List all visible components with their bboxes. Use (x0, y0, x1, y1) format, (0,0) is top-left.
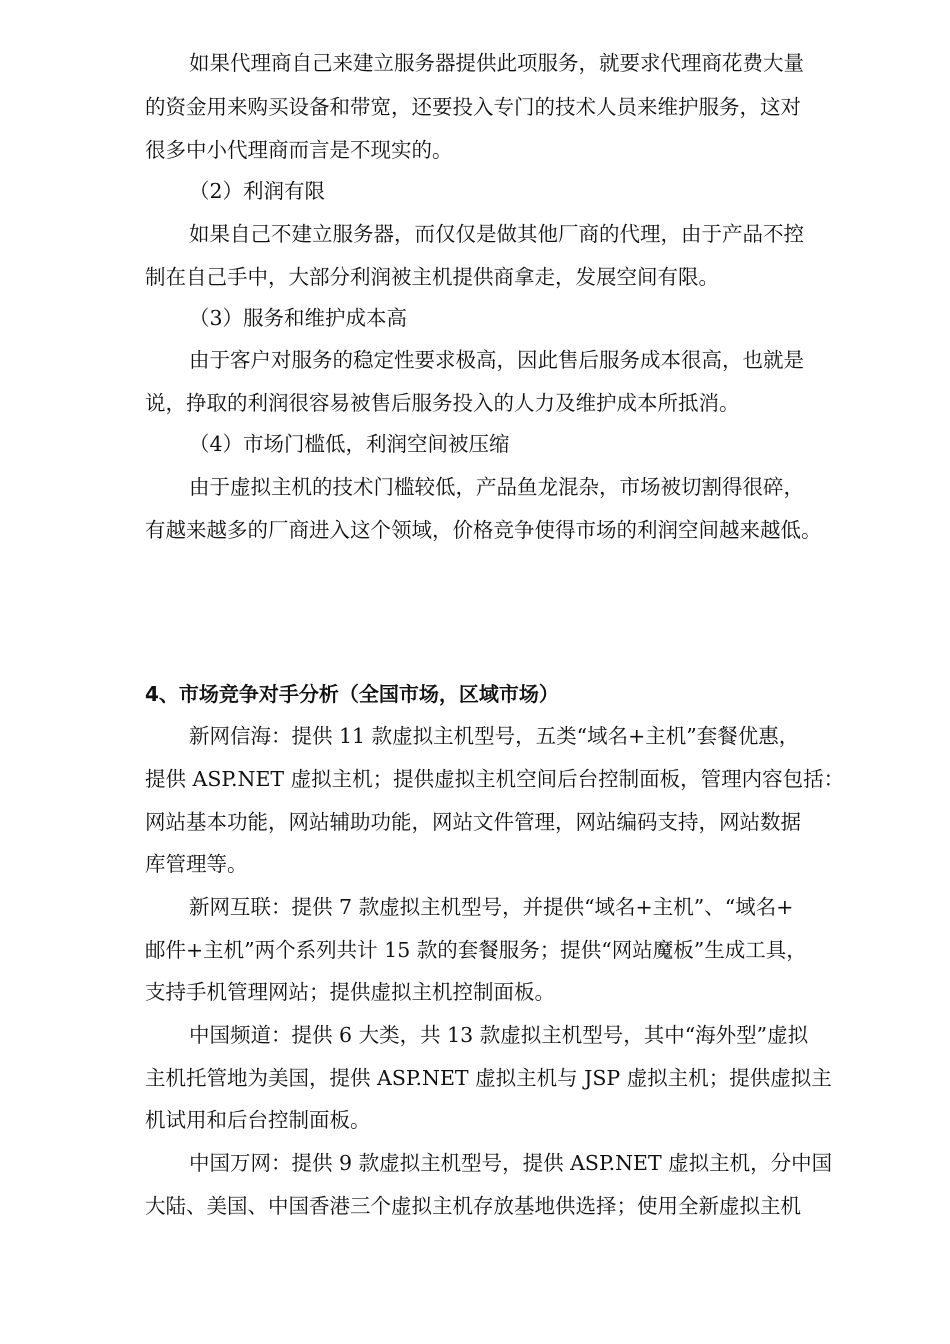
intro-paragraph-1-line-3: 很多中小代理商而言是不现实的。 (145, 138, 453, 162)
competitor-3-line-3: 机试用和后台控制面板。 (145, 1108, 371, 1132)
competitor-4-line-1: 中国万网：提供 9 款虚拟主机型号，提供 ASP.NET 虚拟主机，分中国 (189, 1151, 833, 1175)
intro-paragraph-3-line-2: 说，挣取的利润很容易被售后服务投入的人力及维护成本所抵消。 (145, 391, 740, 415)
competitor-4-line-2: 大陆、美国、中国香港三个虚拟主机存放基地供选择；使用全新虚拟主机 (145, 1194, 801, 1218)
intro-paragraph-1-line-1: 如果代理商自己来建立服务器提供此项服务，就要求代理商花费大量 (189, 51, 804, 75)
subheading-4: （4）市场门槛低，利润空间被压缩 (189, 432, 510, 456)
competitor-1-line-1: 新网信海：提供 11 款虚拟主机型号，五类“域名+主机”套餐优惠， (189, 724, 800, 748)
competitor-2-line-1: 新网互联：提供 7 款虚拟主机型号，并提供“域名+主机”、“域名+ (189, 895, 794, 919)
competitor-3-line-2: 主机托管地为美国，提供 ASP.NET 虚拟主机与 JSP 虚拟主机；提供虚拟主 (145, 1066, 832, 1090)
competitor-2-line-2: 邮件+主机”两个系列共计 15 款的套餐服务；提供“网站魔板”生成工具， (145, 938, 807, 962)
intro-paragraph-2-line-2: 制在自己手中，大部分利润被主机提供商拿走，发展空间有限。 (145, 265, 719, 289)
competitor-1-line-3: 网站基本功能，网站辅助功能，网站文件管理，网站编码支持，网站数据 (145, 810, 801, 834)
competitor-2-line-3: 支持手机管理网站；提供虚拟主机控制面板。 (145, 980, 555, 1004)
competitor-1-line-4: 库管理等。 (145, 852, 248, 876)
subheading-3: （3）服务和维护成本高 (189, 306, 408, 330)
competitor-1-line-2: 提供 ASP.NET 虚拟主机；提供虚拟主机空间后台控制面板，管理内容包括： (145, 767, 845, 791)
competitor-3-line-1: 中国频道：提供 6 大类，共 13 款虚拟主机型号，其中“海外型”虚拟 (189, 1023, 809, 1047)
intro-paragraph-4-line-2: 有越来越多的厂商进入这个领域，价格竞争使得市场的利润空间越来越低。 (145, 518, 822, 542)
intro-paragraph-3-line-1: 由于客户对服务的稳定性要求极高，因此售后服务成本很高，也就是 (189, 348, 804, 372)
intro-paragraph-1-line-2: 的资金用来购买设备和带宽，还要投入专门的技术人员来维护服务，这对 (145, 95, 801, 119)
intro-paragraph-2-line-1: 如果自己不建立服务器，而仅仅是做其他厂商的代理，由于产品不控 (189, 222, 804, 246)
section-heading: 4、市场竞争对手分析（全国市场，区域市场） (145, 682, 559, 706)
subheading-2: （2）利润有限 (189, 179, 326, 203)
intro-paragraph-4-line-1: 由于虚拟主机的技术门槛较低，产品鱼龙混杂，市场被切割得很碎， (189, 475, 804, 499)
